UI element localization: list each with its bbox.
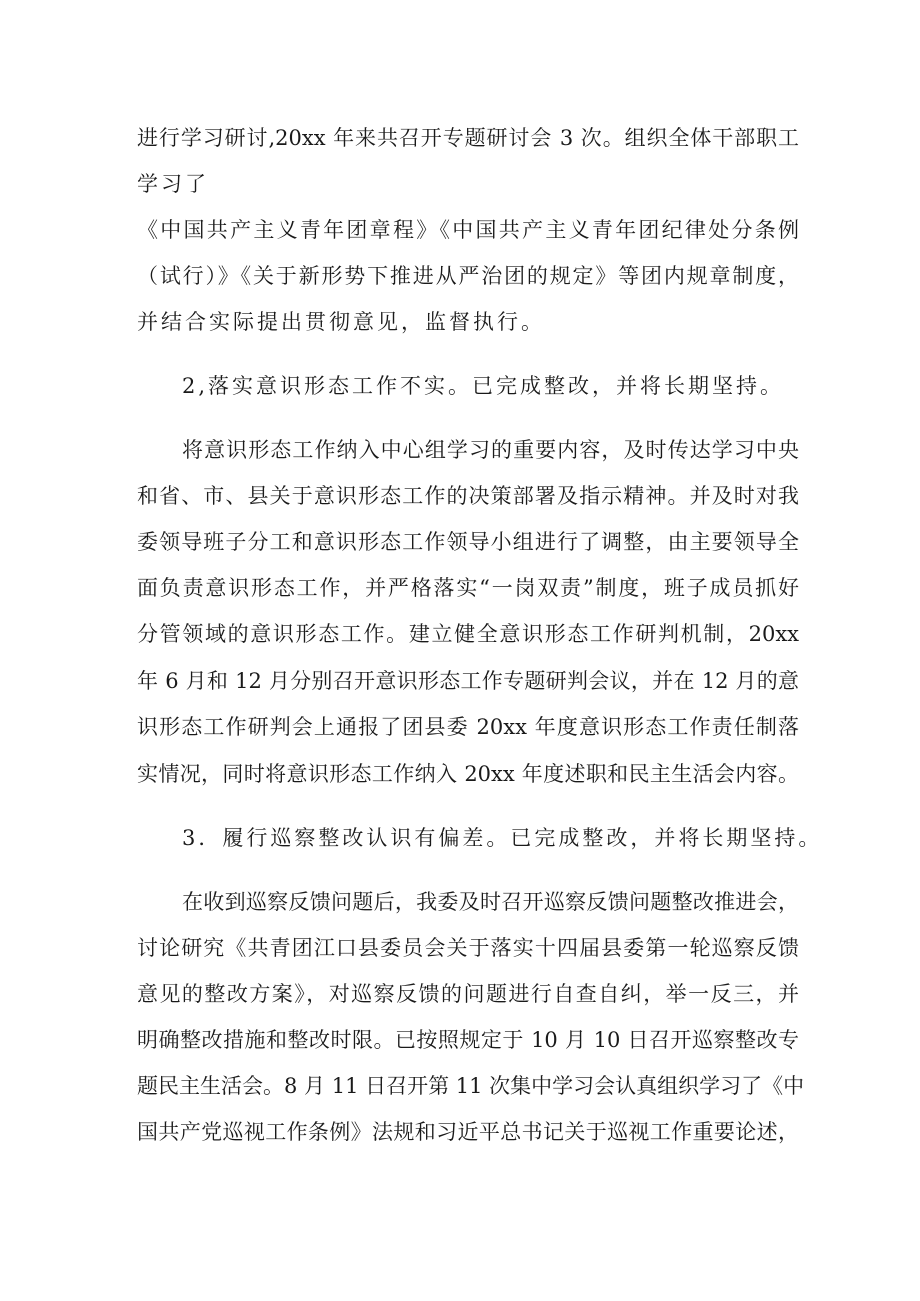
paragraph-line: 《中国共产主义青年团章程》《中国共产主义青年团纪律处分条例 <box>137 218 799 242</box>
paragraph-line: 学习了 <box>137 172 209 196</box>
section-heading: 2,落实意识形态工作不实。已完成整改，并将长期坚持。 <box>182 374 785 398</box>
paragraph-line: 和省、市、县关于意识形态工作的决策部署及指示精神。并及时对我 <box>137 484 799 508</box>
paragraph-line: 国共产党巡视工作条例》法规和习近平总书记关于巡视工作重要论述， <box>137 1120 799 1144</box>
paragraph-line: 讨论研究《共青团江口县委员会关于落实十四届县委第一轮巡察反馈 <box>137 936 799 960</box>
paragraph-line: 进行学习研讨,20xx 年来共召开专题研讨会 3 次。组织全体干部职工 <box>137 126 799 150</box>
paragraph-line: 并结合实际提出贯彻意见，监督执行。 <box>137 310 545 334</box>
paragraph-line: 面负责意识形态工作，并严格落实“一岗双责”制度，班子成员抓好 <box>137 576 799 600</box>
paragraph-line: 实情况，同时将意识形态工作纳入 20xx 年度述职和民主生活会内容。 <box>137 762 799 786</box>
paragraph-line: 明确整改措施和整改时限。已按照规定于 10 月 10 日召开巡察整改专 <box>137 1028 799 1052</box>
paragraph-line: 在收到巡察反馈问题后，我委及时召开巡察反馈问题整改推进会， <box>182 890 799 914</box>
paragraph-line: 识形态工作研判会上通报了团县委 20xx 年度意识形态工作责任制落 <box>137 715 799 739</box>
paragraph-line: 题民主生活会。8 月 11 日召开第 11 次集中学习会认真组织学习了《中 <box>137 1074 805 1098</box>
paragraph-line: 意见的整改方案》，对巡察反馈的问题进行自查自纠，举一反三，并 <box>137 982 799 1006</box>
section-heading: 3．履行巡察整改认识有偏差。已完成整改，并将长期坚持。 <box>182 826 823 850</box>
paragraph-line: 年 6 月和 12 月分别召开意识形态工作专题研判会议，并在 12 月的意 <box>137 669 799 693</box>
paragraph-line: 将意识形态工作纳入中心组学习的重要内容，及时传达学习中央 <box>182 438 799 462</box>
paragraph-line: （试行）》《关于新形势下推进从严治团的规定》等团内规章制度， <box>137 264 799 288</box>
paragraph-line: 委领导班子分工和意识形态工作领导小组进行了调整，由主要领导全 <box>137 530 799 554</box>
paragraph-line: 分管领域的意识形态工作。建立健全意识形态工作研判机制，20xx <box>137 622 799 646</box>
